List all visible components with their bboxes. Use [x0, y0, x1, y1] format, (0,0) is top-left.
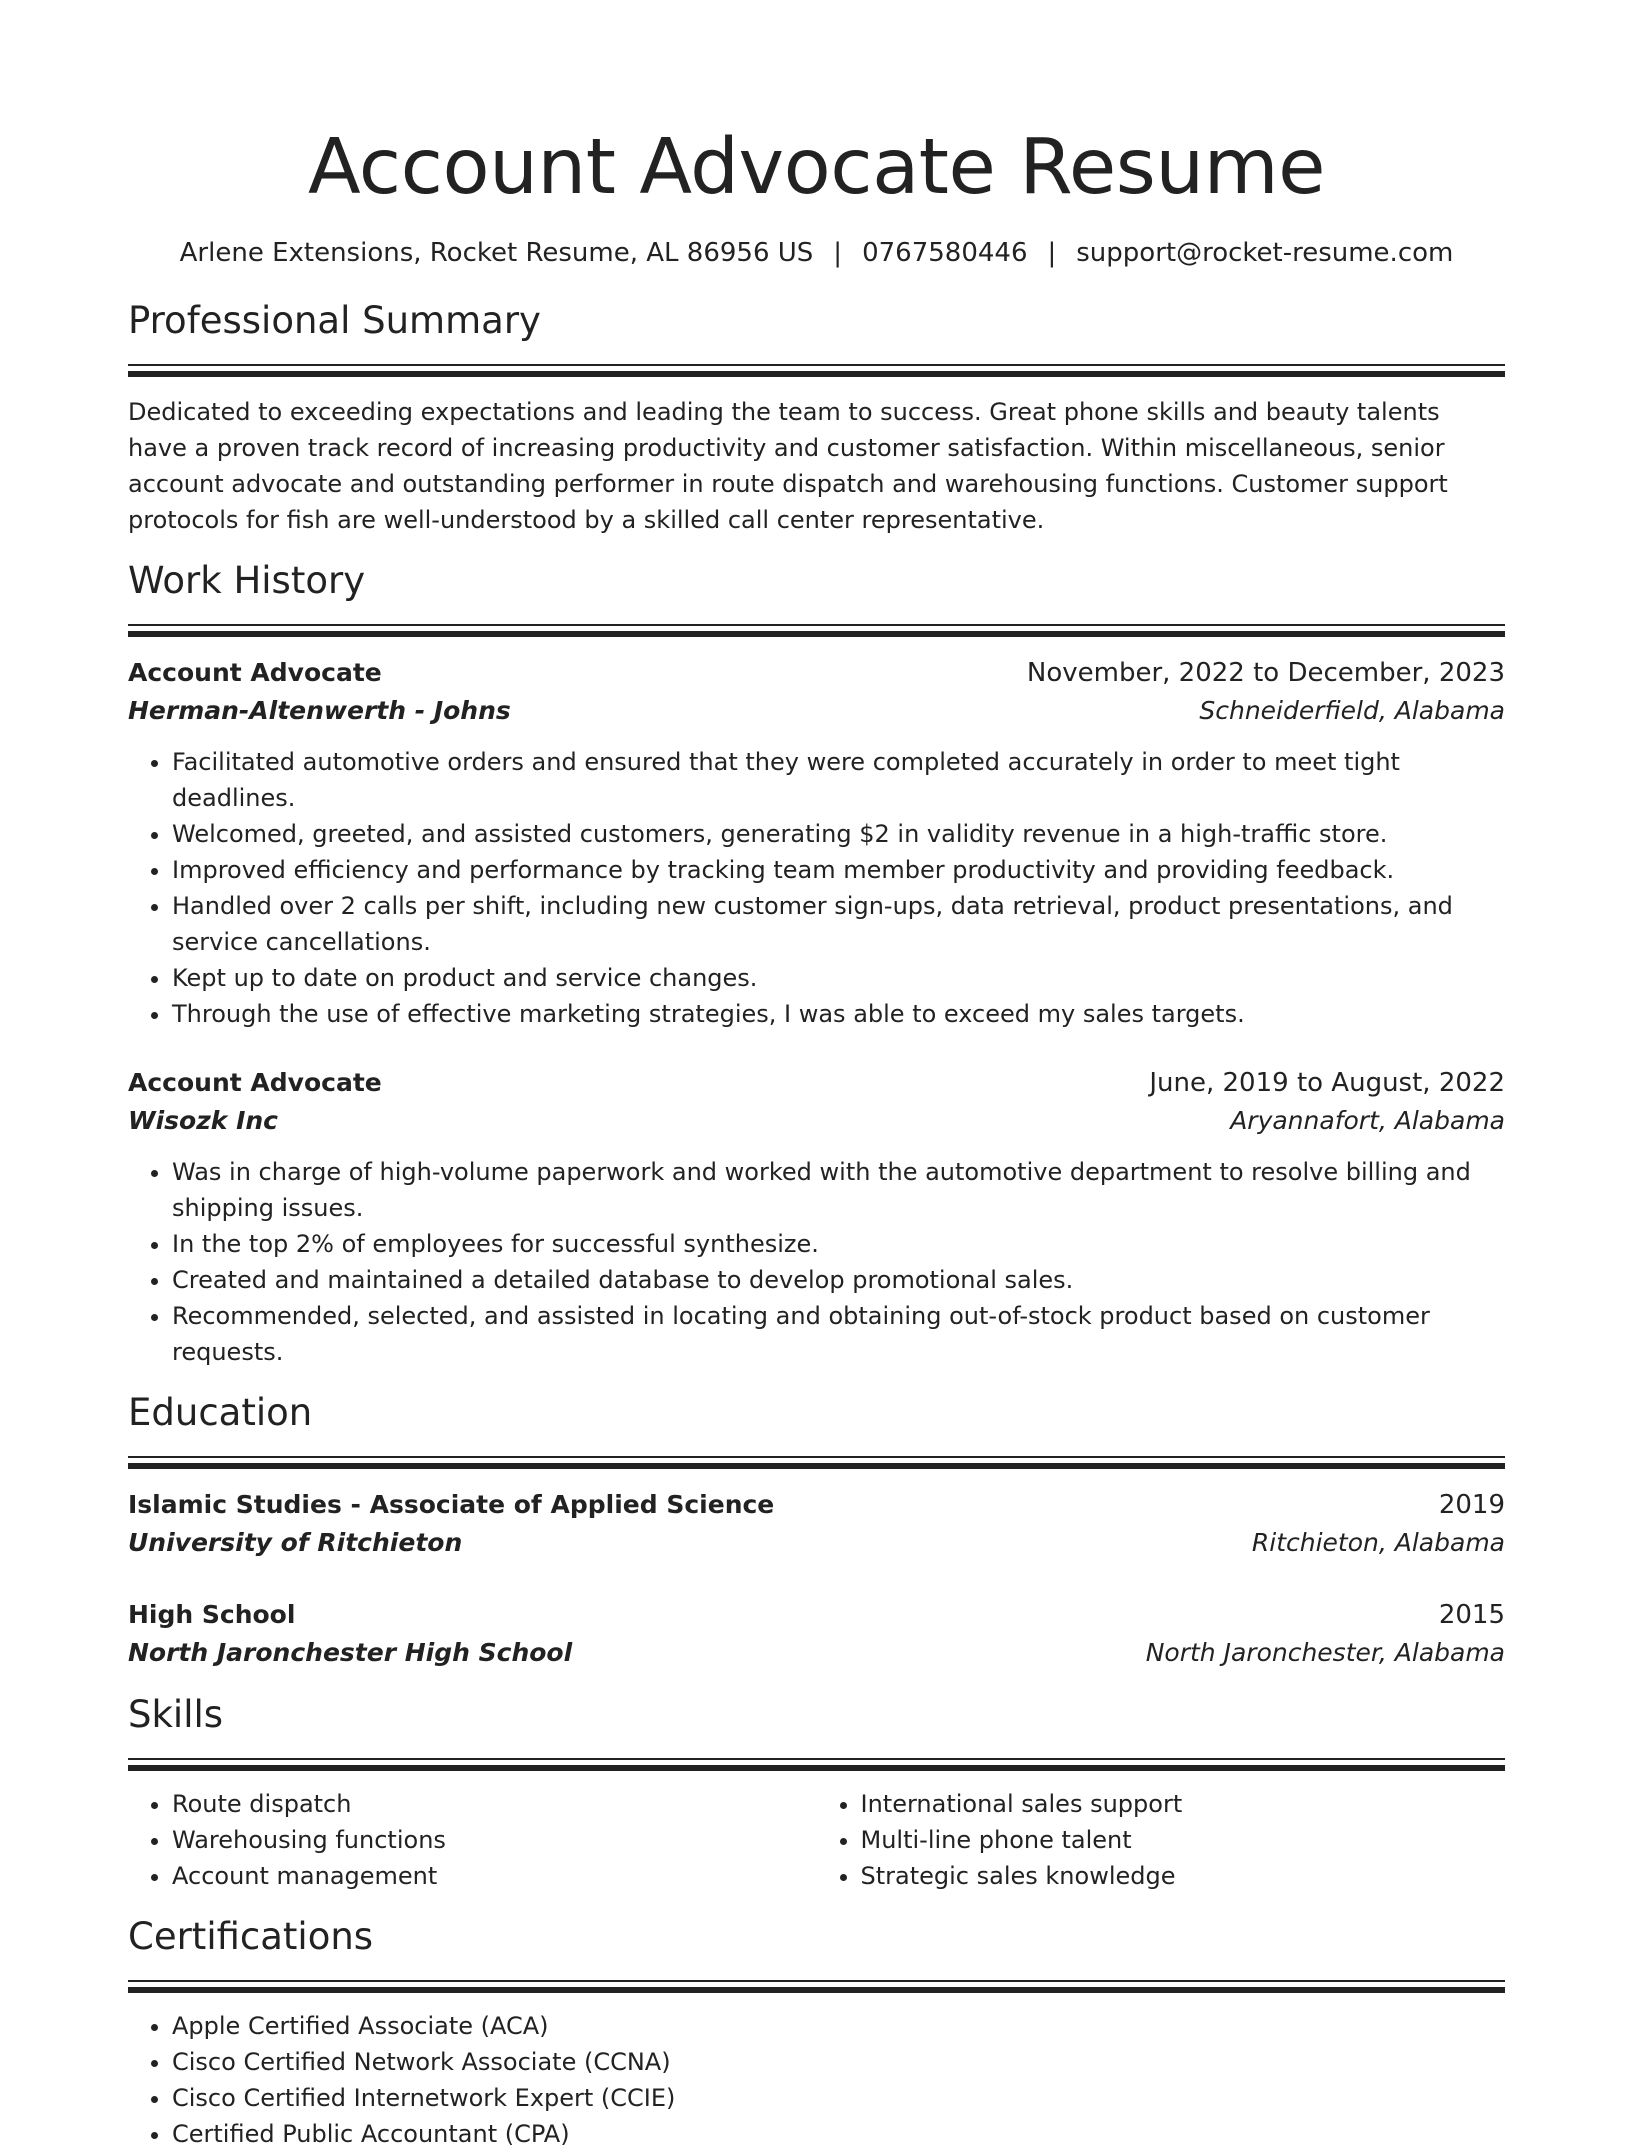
education-year: 2015	[1438, 1600, 1505, 1630]
skills-list-left	[128, 1786, 817, 1894]
summary-section	[128, 298, 1505, 538]
section-divider	[128, 364, 1505, 378]
skill-item: • Multi-line phone talent	[861, 1822, 1506, 1858]
section-heading-work-history: Work History	[128, 559, 366, 602]
education-entry	[128, 1596, 1505, 1672]
resume-title: Account Advocate Resume	[307, 123, 1326, 212]
job-entry	[128, 654, 1505, 1032]
skill-item: • Warehousing functions	[172, 1822, 817, 1858]
job-duty: • Facilitated automotive orders and ensured that they were completed accurately in order to meet tight deadlines.	[172, 744, 1505, 816]
job-dates: November, 2022 to December, 2023	[1026, 658, 1505, 688]
job-duty: • Improved efficiency and performance by tracking team member productivity and providing feedback.	[172, 852, 1505, 888]
job-duties-list	[128, 1154, 1505, 1370]
job-title: Account Advocate	[128, 658, 382, 687]
job-duty: • Through the use of effective marketing strategies, I was able to exceed my sales targets.	[172, 996, 1505, 1032]
education-location: North Jaronchester, Alabama	[1145, 1638, 1505, 1667]
section-divider	[128, 1758, 1505, 1772]
education-degree: Islamic Studies - Associate of Applied Science	[128, 1490, 775, 1519]
skill-item: • Strategic sales knowledge	[861, 1858, 1506, 1894]
job-duty: • Handled over 2 calls per shift, including new customer sign-ups, data retrieval, product presentations, and service cancellations.	[172, 888, 1505, 960]
skills-list-right	[817, 1786, 1506, 1894]
contact-address: Arlene Extensions, Rocket Resume, AL 86956 US	[179, 238, 814, 268]
job-location: Aryannafort, Alabama	[1230, 1106, 1505, 1135]
skill-item: • Route dispatch	[172, 1786, 817, 1822]
education-degree: High School	[128, 1600, 296, 1629]
certification-item: • Cisco Certified Network Associate (CCNA)	[172, 2044, 1505, 2080]
certification-item: • Apple Certified Associate (ACA)	[172, 2008, 1505, 2044]
education-entry	[128, 1486, 1505, 1562]
skills-section	[128, 1692, 1505, 1894]
job-employer: Herman-Altenwerth - Johns	[128, 696, 511, 725]
section-heading-skills: Skills	[128, 1693, 224, 1736]
certification-item: • Certified Public Accountant (CPA)	[172, 2116, 1505, 2152]
job-entry	[128, 1064, 1505, 1370]
certification-item: • Cisco Certified Internetwork Expert (CCIE)	[172, 2080, 1505, 2116]
job-duty: • Welcomed, greeted, and assisted customers, generating $2 in validity revenue in a high-traffic store.	[172, 816, 1505, 852]
job-dates: June, 2019 to August, 2022	[1149, 1068, 1505, 1098]
section-heading-summary: Professional Summary	[128, 299, 541, 342]
education-year: 2019	[1438, 1490, 1505, 1520]
contact-email: support@rocket-resume.com	[1076, 238, 1454, 268]
section-divider	[128, 624, 1505, 638]
contact-separator: |	[833, 238, 843, 268]
job-location: Schneiderfield, Alabama	[1199, 696, 1505, 725]
job-duty: • Recommended, selected, and assisted in locating and obtaining out-of-stock product based on customer requests.	[172, 1298, 1505, 1370]
certifications-section	[128, 1914, 1505, 2152]
job-duty: • In the top 2% of employees for successful synthesize.	[172, 1226, 1505, 1262]
contact-phone: 0767580446	[862, 238, 1028, 268]
job-duty: • Kept up to date on product and service changes.	[172, 960, 1505, 996]
section-divider	[128, 1980, 1505, 1994]
job-title: Account Advocate	[128, 1068, 382, 1097]
work-history-section	[128, 558, 1505, 1370]
contact-line	[128, 236, 1505, 270]
skill-item: • International sales support	[861, 1786, 1506, 1822]
section-heading-education: Education	[128, 1391, 313, 1434]
job-duty: • Was in charge of high-volume paperwork and worked with the automotive department to resolve billing and shipping issues.	[172, 1154, 1505, 1226]
certifications-list	[128, 2008, 1505, 2152]
education-section	[128, 1390, 1505, 1672]
skills-grid	[128, 1786, 1505, 1894]
job-duties-list	[128, 744, 1505, 1032]
contact-separator: |	[1047, 238, 1057, 268]
section-divider	[128, 1456, 1505, 1470]
education-school: University of Ritchieton	[128, 1528, 463, 1557]
education-location: Ritchieton, Alabama	[1251, 1528, 1505, 1557]
section-heading-certifications: Certifications	[128, 1915, 374, 1958]
job-duty: • Created and maintained a detailed database to develop promotional sales.	[172, 1262, 1505, 1298]
skill-item: • Account management	[172, 1858, 817, 1894]
education-school: North Jaronchester High School	[128, 1638, 573, 1667]
summary-text: Dedicated to exceeding expectations and leading the team to success. Great phone skills and beauty talents have a proven track record of increasing productivity and customer satisfaction. Within miscellaneous, senior account advocate and outstanding performer in route dispatch and warehousing functions. Customer support protocols for fish are well-understood by a skilled call center representative.	[128, 398, 1448, 534]
job-employer: Wisozk Inc	[128, 1106, 278, 1135]
